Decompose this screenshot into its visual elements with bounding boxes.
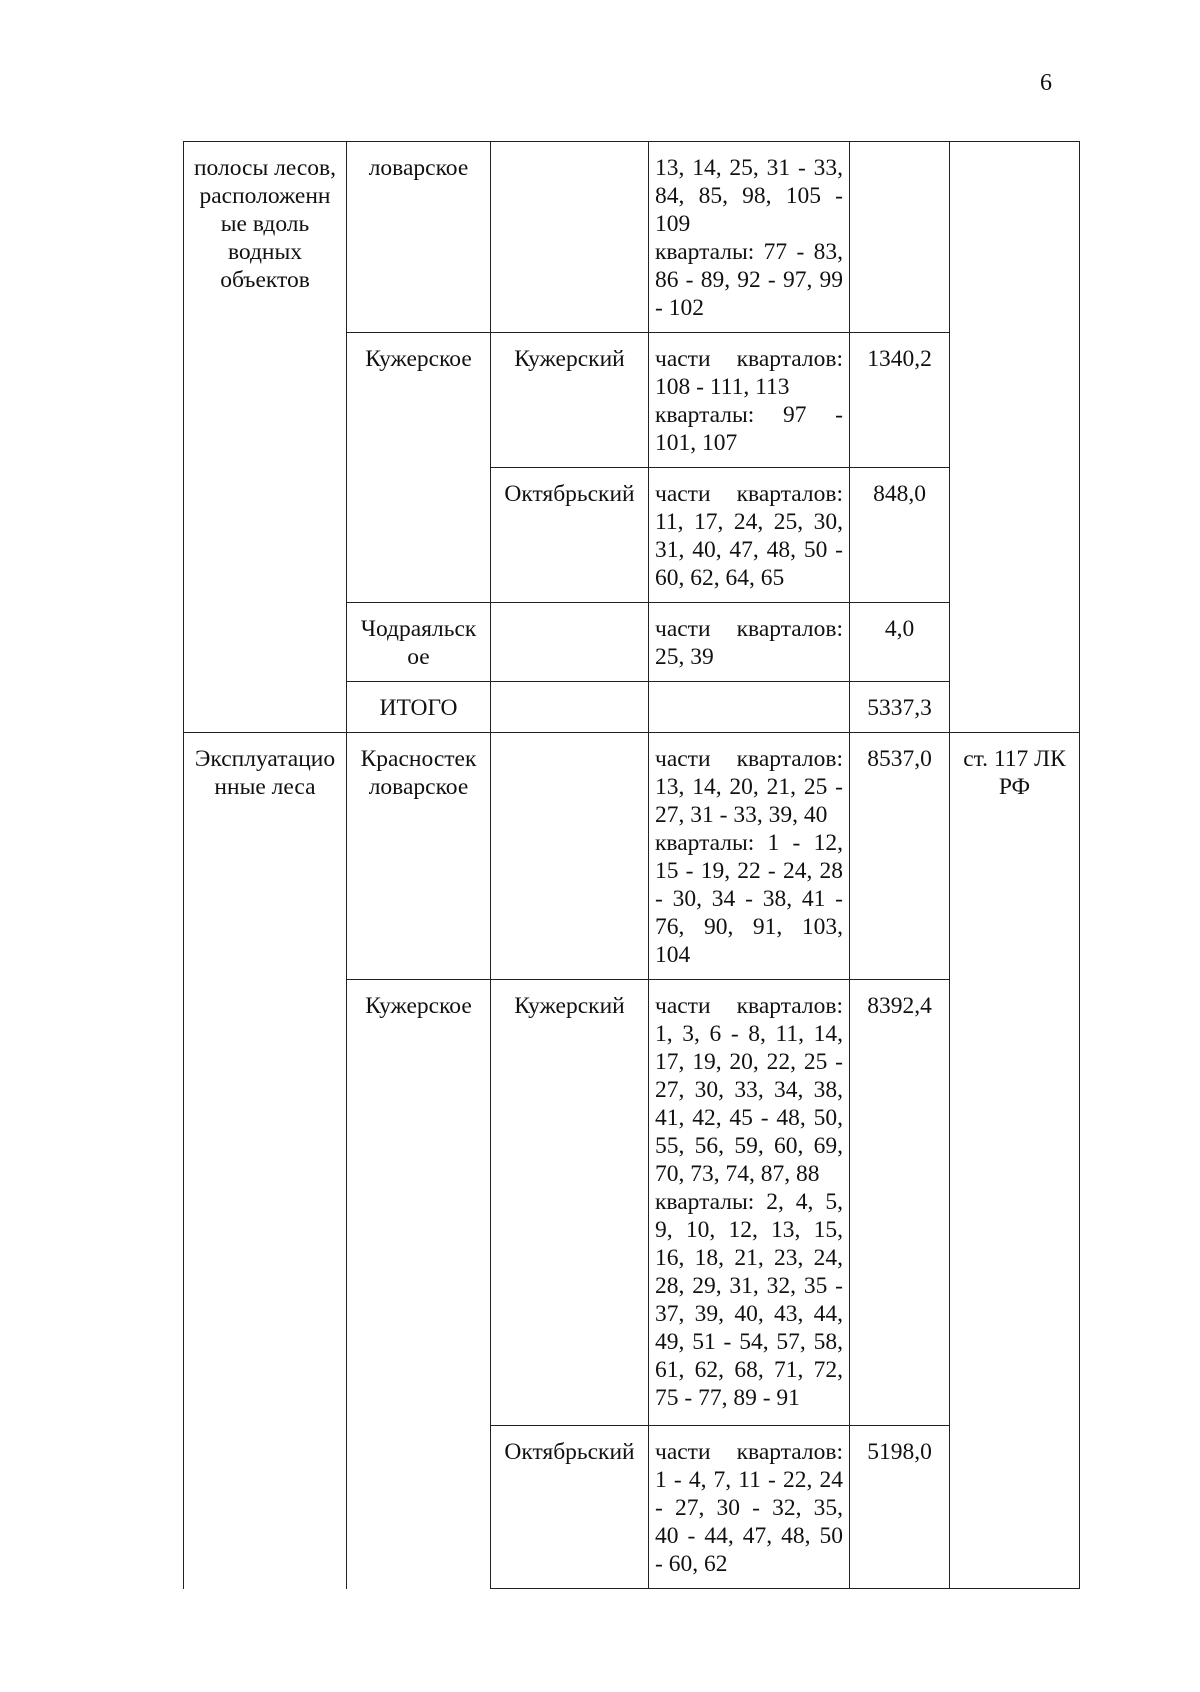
page-number: 6 <box>1040 70 1052 96</box>
district-cell: Кужерский <box>491 980 649 1426</box>
forestry-cell: Кужерское <box>347 980 491 1589</box>
legal-basis-cell <box>950 142 1080 733</box>
area-cell: 1340,2 <box>850 333 950 468</box>
quarters-cell: 13, 14, 25, 31 - 33, 84, 85, 98, 105 - 109 кварталы: 77 - 83, 86 - 89, 92 - 97, 99 - 102 <box>649 142 850 333</box>
district-cell <box>491 682 649 733</box>
forest-category-cell: полосы лесов, расположенн ые вдоль водных объектов <box>184 142 347 733</box>
forestry-cell: Чодраяльск ое <box>347 603 491 682</box>
district-cell: Кужерский <box>491 333 649 468</box>
quarters-cell: части кварталов: 1 - 4, 7, 11 - 22, 24 - 27, 30 - 32, 35, 40 - 44, 47, 48, 50 - 60, 62 <box>649 1426 850 1589</box>
forest-category-cell: Эксплуатацио нные леса <box>184 733 347 1589</box>
district-cell: Октябрьский <box>491 1426 649 1589</box>
district-cell <box>491 603 649 682</box>
forestry-cell: Красностек ловарское <box>347 733 491 980</box>
area-cell: 8392,4 <box>850 980 950 1426</box>
forest-table <box>183 141 1080 1589</box>
area-cell: 8537,0 <box>850 733 950 980</box>
area-cell <box>850 142 950 333</box>
area-cell: 4,0 <box>850 603 950 682</box>
district-cell <box>491 733 649 980</box>
quarters-cell: части кварталов: 1, 3, 6 - 8, 11, 14, 17, 19, 20, 22, 25 - 27, 30, 33, 34, 38, 41, 42, 45 - 48, 50, 55, 56, 59, 60, 69, 70, 73, 74, 87, 88 кварталы: 2, 4, 5, 9, 10, 12, 13, 15, 16, 18, 21, 23, 24, 28, 29, 31, 32, 35 - 37, 39, 40, 43, 44, 49, 51 - 54, 57, 58, 61, 62, 68, 71, 72, 75 - 77, 89 - 91 <box>649 980 850 1426</box>
quarters-cell: части кварталов: 25, 39 <box>649 603 850 682</box>
district-cell: Октябрьский <box>491 468 649 603</box>
total-area-cell: 5337,3 <box>850 682 950 733</box>
area-cell: 5198,0 <box>850 1426 950 1589</box>
quarters-cell <box>649 682 850 733</box>
legal-basis-cell: ст. 117 ЛК РФ <box>950 733 1080 1589</box>
district-cell <box>491 142 649 333</box>
table-row <box>184 142 1080 333</box>
quarters-cell: части кварталов: 13, 14, 20, 21, 25 - 27, 31 - 33, 39, 40 кварталы: 1 - 12, 15 - 19, 22 - 24, 28 - 30, 34 - 38, 41 - 76, 90, 91, 103, 104 <box>649 733 850 980</box>
quarters-cell: части кварталов: 11, 17, 24, 25, 30, 31, 40, 47, 48, 50 - 60, 62, 64, 65 <box>649 468 850 603</box>
table-row <box>184 733 1080 980</box>
forestry-cell: ловарское <box>347 142 491 333</box>
forestry-cell: Кужерское <box>347 333 491 603</box>
area-cell: 848,0 <box>850 468 950 603</box>
quarters-cell: части кварталов: 108 - 111, 113 кварталы: 97 - 101, 107 <box>649 333 850 468</box>
total-label-cell: ИТОГО <box>347 682 491 733</box>
